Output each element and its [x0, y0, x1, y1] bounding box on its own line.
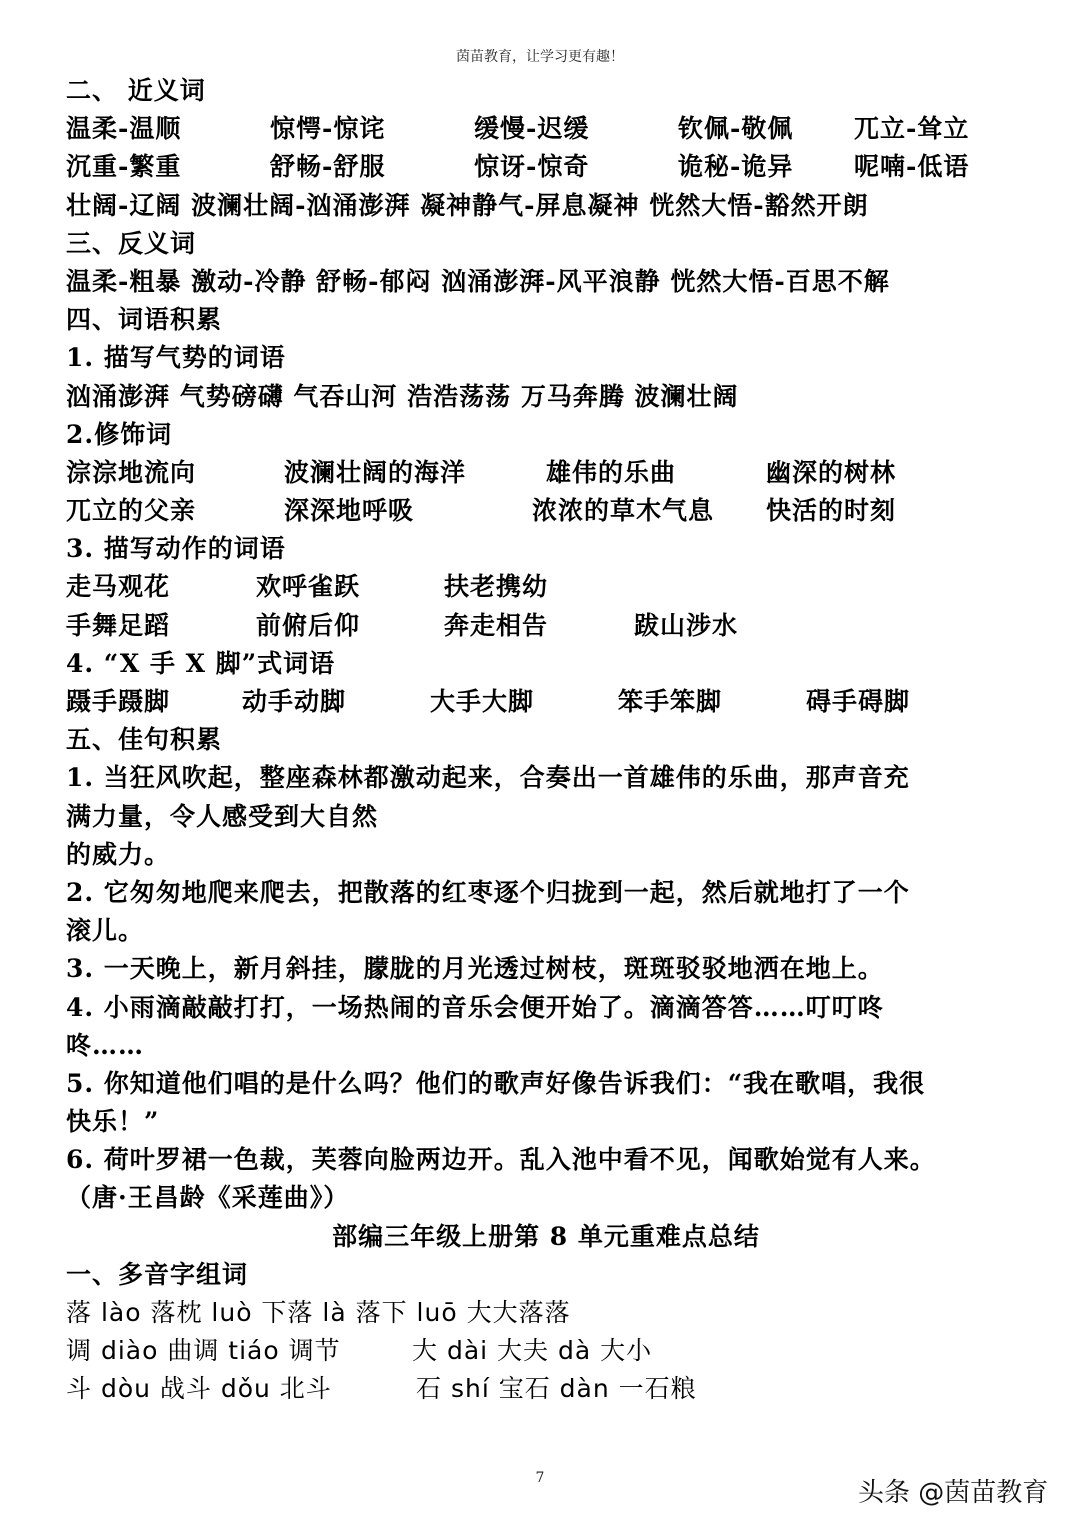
section-title-sentences: 五、佳句积累 — [66, 725, 223, 755]
sentence-line: 快乐！” — [66, 1107, 160, 1137]
unit-title: 部编三年级上册第 8 单元重难点总结 — [332, 1221, 760, 1251]
section-title-synonyms: 二、 近义词 — [66, 76, 206, 105]
polyphone-group: 大 dài 大夫 dà 大小 — [412, 1336, 653, 1366]
word: 跋山涉水 — [634, 610, 739, 640]
sentence-line: 的威力。 — [66, 839, 171, 869]
polyphone-group: 石 shí 宝石 dàn 一石粮 — [416, 1374, 697, 1404]
synonym-pair: 诡秘-诡异 — [678, 152, 794, 182]
word: 深深地呼吸 — [284, 496, 415, 526]
synonym-pair: 缓慢-迟缓 — [474, 114, 590, 144]
section-title-polyphones: 一、多音字组词 — [66, 1259, 249, 1289]
synonym-pair: 惊愕-惊诧 — [270, 114, 386, 144]
sentence-line: 6. 荷叶罗裙一色裁，芙蓉向脸两边开。乱入池中看不见，闻歌始觉有人来。 — [66, 1145, 936, 1175]
subsection-title: 1. 描写气势的词语 — [66, 343, 286, 373]
polyphone-row — [66, 1332, 1026, 1370]
sentence-line: 2. 它匆匆地爬来爬去，把散落的红枣逐个归拢到一起，然后就地打了一个 — [66, 877, 910, 907]
polyphone-row — [66, 1370, 1026, 1408]
word: 扶老携幼 — [444, 572, 549, 602]
sentence-line: 滚儿。 — [66, 916, 145, 946]
sentence-line: 满力量，令人感受到大自然 — [66, 801, 379, 831]
synonym-row: 壮阔-辽阔 波澜壮阔-汹涌澎湃 凝神静气-屏息凝神 恍然大悟-豁然开朗 — [66, 190, 869, 220]
synonym-pair: 惊讶-惊奇 — [474, 152, 590, 182]
synonym-pair: 兀立-耸立 — [854, 114, 970, 144]
synonym-pair: 温柔-温顺 — [66, 114, 182, 144]
sentence-line: 4. 小雨滴敲敲打打，一场热闹的音乐会便开始了。滴滴答答……叮叮咚 — [66, 992, 884, 1022]
synonym-row — [66, 110, 1026, 148]
polyphone-group: 斗 dòu 战斗 dǒu 北斗 — [66, 1374, 332, 1404]
word: 走马观花 — [66, 572, 171, 602]
word: 大手大脚 — [430, 687, 535, 716]
word: 欢呼雀跃 — [256, 572, 361, 602]
word: 手舞足蹈 — [66, 610, 171, 640]
word: 奔走相告 — [444, 610, 549, 640]
page-number: 7 — [535, 1470, 545, 1486]
word: 淙淙地流向 — [66, 457, 197, 487]
subsection-title: 4. “X 手 X 脚”式词语 — [66, 648, 336, 678]
watermark: 头条 @茵苗教育 — [858, 1478, 1049, 1508]
section-title-antonyms: 三、反义词 — [66, 228, 197, 258]
header-note: 茵苗教育，让学习更有趣！ — [456, 49, 624, 65]
word-row — [66, 568, 1026, 606]
antonym-row: 温柔-粗暴 激动-冷静 舒畅-郁闷 汹涌澎湃-风平浪静 恍然大悟-百思不解 — [66, 266, 890, 296]
subsection-title: 3. 描写动作的词语 — [66, 534, 286, 564]
subsection-title: 2.修饰词 — [66, 419, 173, 449]
sentence-line: 1. 当狂风吹起，整座森林都激动起来，合奏出一首雄伟的乐曲，那声音充 — [66, 763, 910, 793]
polyphone-row: 落 lào 落枕 luò 下落 là 落下 luō 大大落落 — [66, 1298, 571, 1327]
sentence-line: 3. 一天晚上，新月斜挂，朦胧的月光透过树枝，斑斑驳驳地洒在地上。 — [66, 954, 884, 984]
synonym-pair: 沉重-繁重 — [66, 152, 182, 182]
word: 笨手笨脚 — [618, 687, 723, 716]
word: 碍手碍脚 — [806, 687, 911, 716]
word: 波澜壮阔的海洋 — [284, 457, 467, 487]
sentence-line: （唐·王昌龄《采莲曲》） — [66, 1183, 350, 1213]
synonym-pair: 呢喃-低语 — [854, 152, 970, 182]
word: 兀立的父亲 — [66, 496, 197, 526]
word: 浓浓的草木气息 — [532, 496, 715, 526]
word: 蹑手蹑脚 — [66, 687, 171, 716]
section-title-vocabulary: 四、词语积累 — [66, 305, 223, 335]
sentence-line: 5. 你知道他们唱的是什么吗？他们的歌声好像告诉我们：“我在歌唱，我很 — [66, 1068, 926, 1098]
document-body — [66, 72, 1026, 1409]
word-row — [66, 454, 1026, 492]
synonym-pair: 舒畅-舒服 — [270, 152, 386, 182]
word: 幽深的树林 — [766, 457, 897, 487]
synonym-pair: 钦佩-敬佩 — [678, 114, 794, 144]
word-row — [66, 683, 1026, 721]
word: 雄伟的乐曲 — [546, 457, 677, 487]
word: 动手动脚 — [242, 687, 347, 716]
sentence-line: 咚…… — [66, 1030, 145, 1060]
polyphone-group: 调 diào 曲调 tiáo 调节 — [66, 1336, 341, 1366]
word: 前俯后仰 — [256, 610, 361, 640]
word-row — [66, 607, 1026, 645]
word-row — [66, 492, 1026, 530]
word: 快活的时刻 — [766, 496, 897, 526]
synonym-row — [66, 148, 1026, 186]
word-row: 汹涌澎湃 气势磅礴 气吞山河 浩浩荡荡 万马奔腾 波澜壮阔 — [66, 381, 739, 411]
